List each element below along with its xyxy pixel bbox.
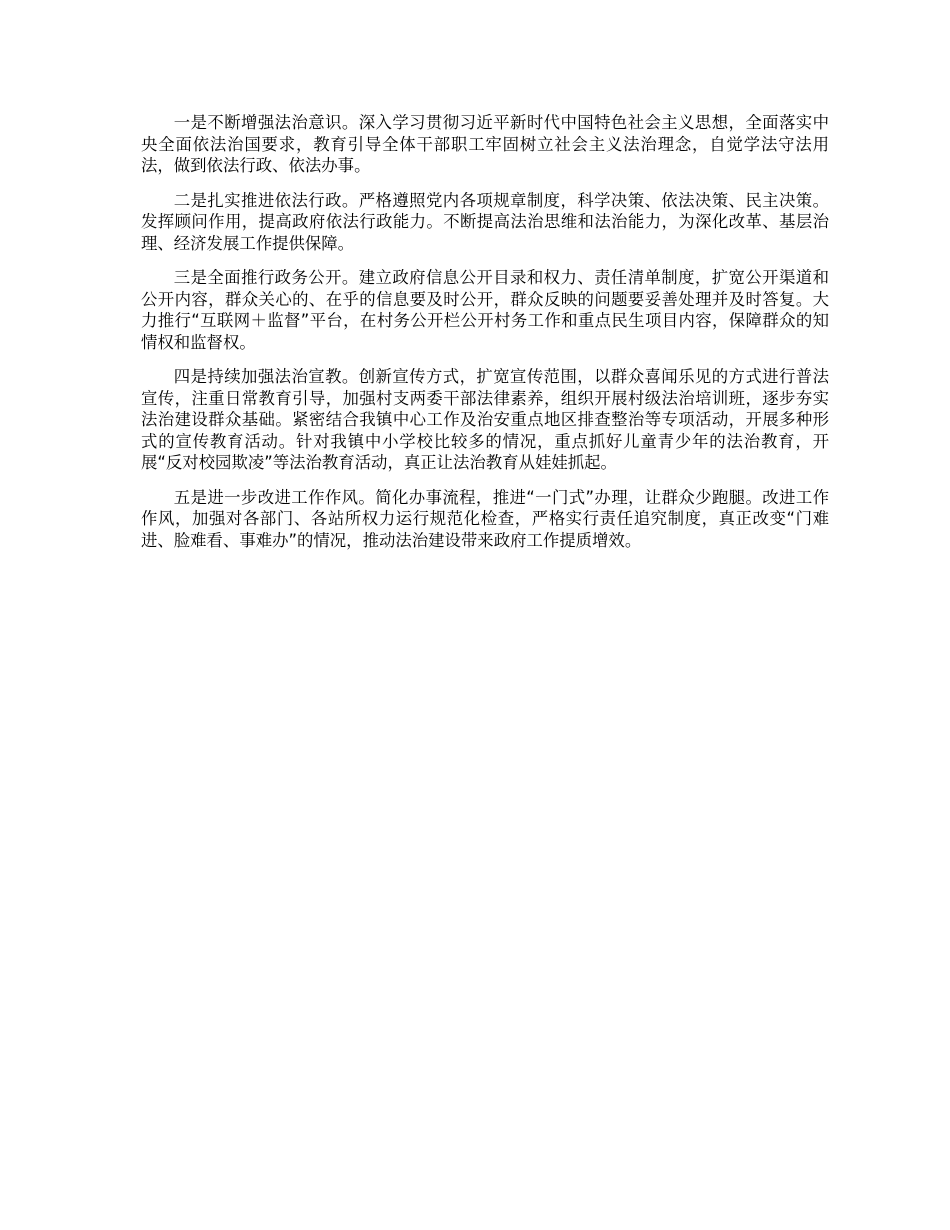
paragraph-4: 四是持续加强法治宣教。创新宣传方式，扩宽宣传范围，以群众喜闻乐见的方式进行普法宣传，注重日常教育引导，加强村支两委干部法律素养，组织开展村级法治培训班，逐步夯实法治建设群众基础。紧密结合我镇中心工作及治安重点地区排查整治等专项活动，开展多种形式的宣传教育活动。针对我镇中小学校比较多的情况，重点抓好儿童青少年的法治教育，开展“反对校园欺凌”等法治教育活动，真正让法治教育从娃娃抓起。 xyxy=(141,367,829,472)
paragraph-3: 三是全面推行政务公开。建立政府信息公开目录和权力、责任清单制度，扩宽公开渠道和公开内容，群众关心的、在乎的信息要及时公开，群众反映的问题要妥善处理并及时答复。大力推行“互联网＋监督”平台，在村务公开栏公开村务工作和重点民生项目内容，保障群众的知情权和监督权。 xyxy=(141,268,829,352)
paragraph-2: 二是扎实推进依法行政。严格遵照党内各项规章制度，科学决策、依法决策、民主决策。发挥顾问作用，提高政府依法行政能力。不断提高法治思维和法治能力，为深化改革、基层治理、经济发展工作提供保障。 xyxy=(141,190,829,253)
paragraph-5: 五是进一步改进工作作风。简化办事流程，推进“一门式”办理，让群众少跑腿。改进工作作风，加强对各部门、各站所权力运行规范化检查，严格实行责任追究制度，真正改变“门难进、脸难看、事难办”的情况，推动法治建设带来政府工作提质增效。 xyxy=(141,487,829,550)
paragraph-1: 一是不断增强法治意识。深入学习贯彻习近平新时代中国特色社会主义思想，全面落实中央全面依法治国要求，教育引导全体干部职工牢固树立社会主义法治理念，自觉学法守法用法，做到依法行政、依法办事。 xyxy=(141,113,829,175)
document-body xyxy=(141,112,829,564)
